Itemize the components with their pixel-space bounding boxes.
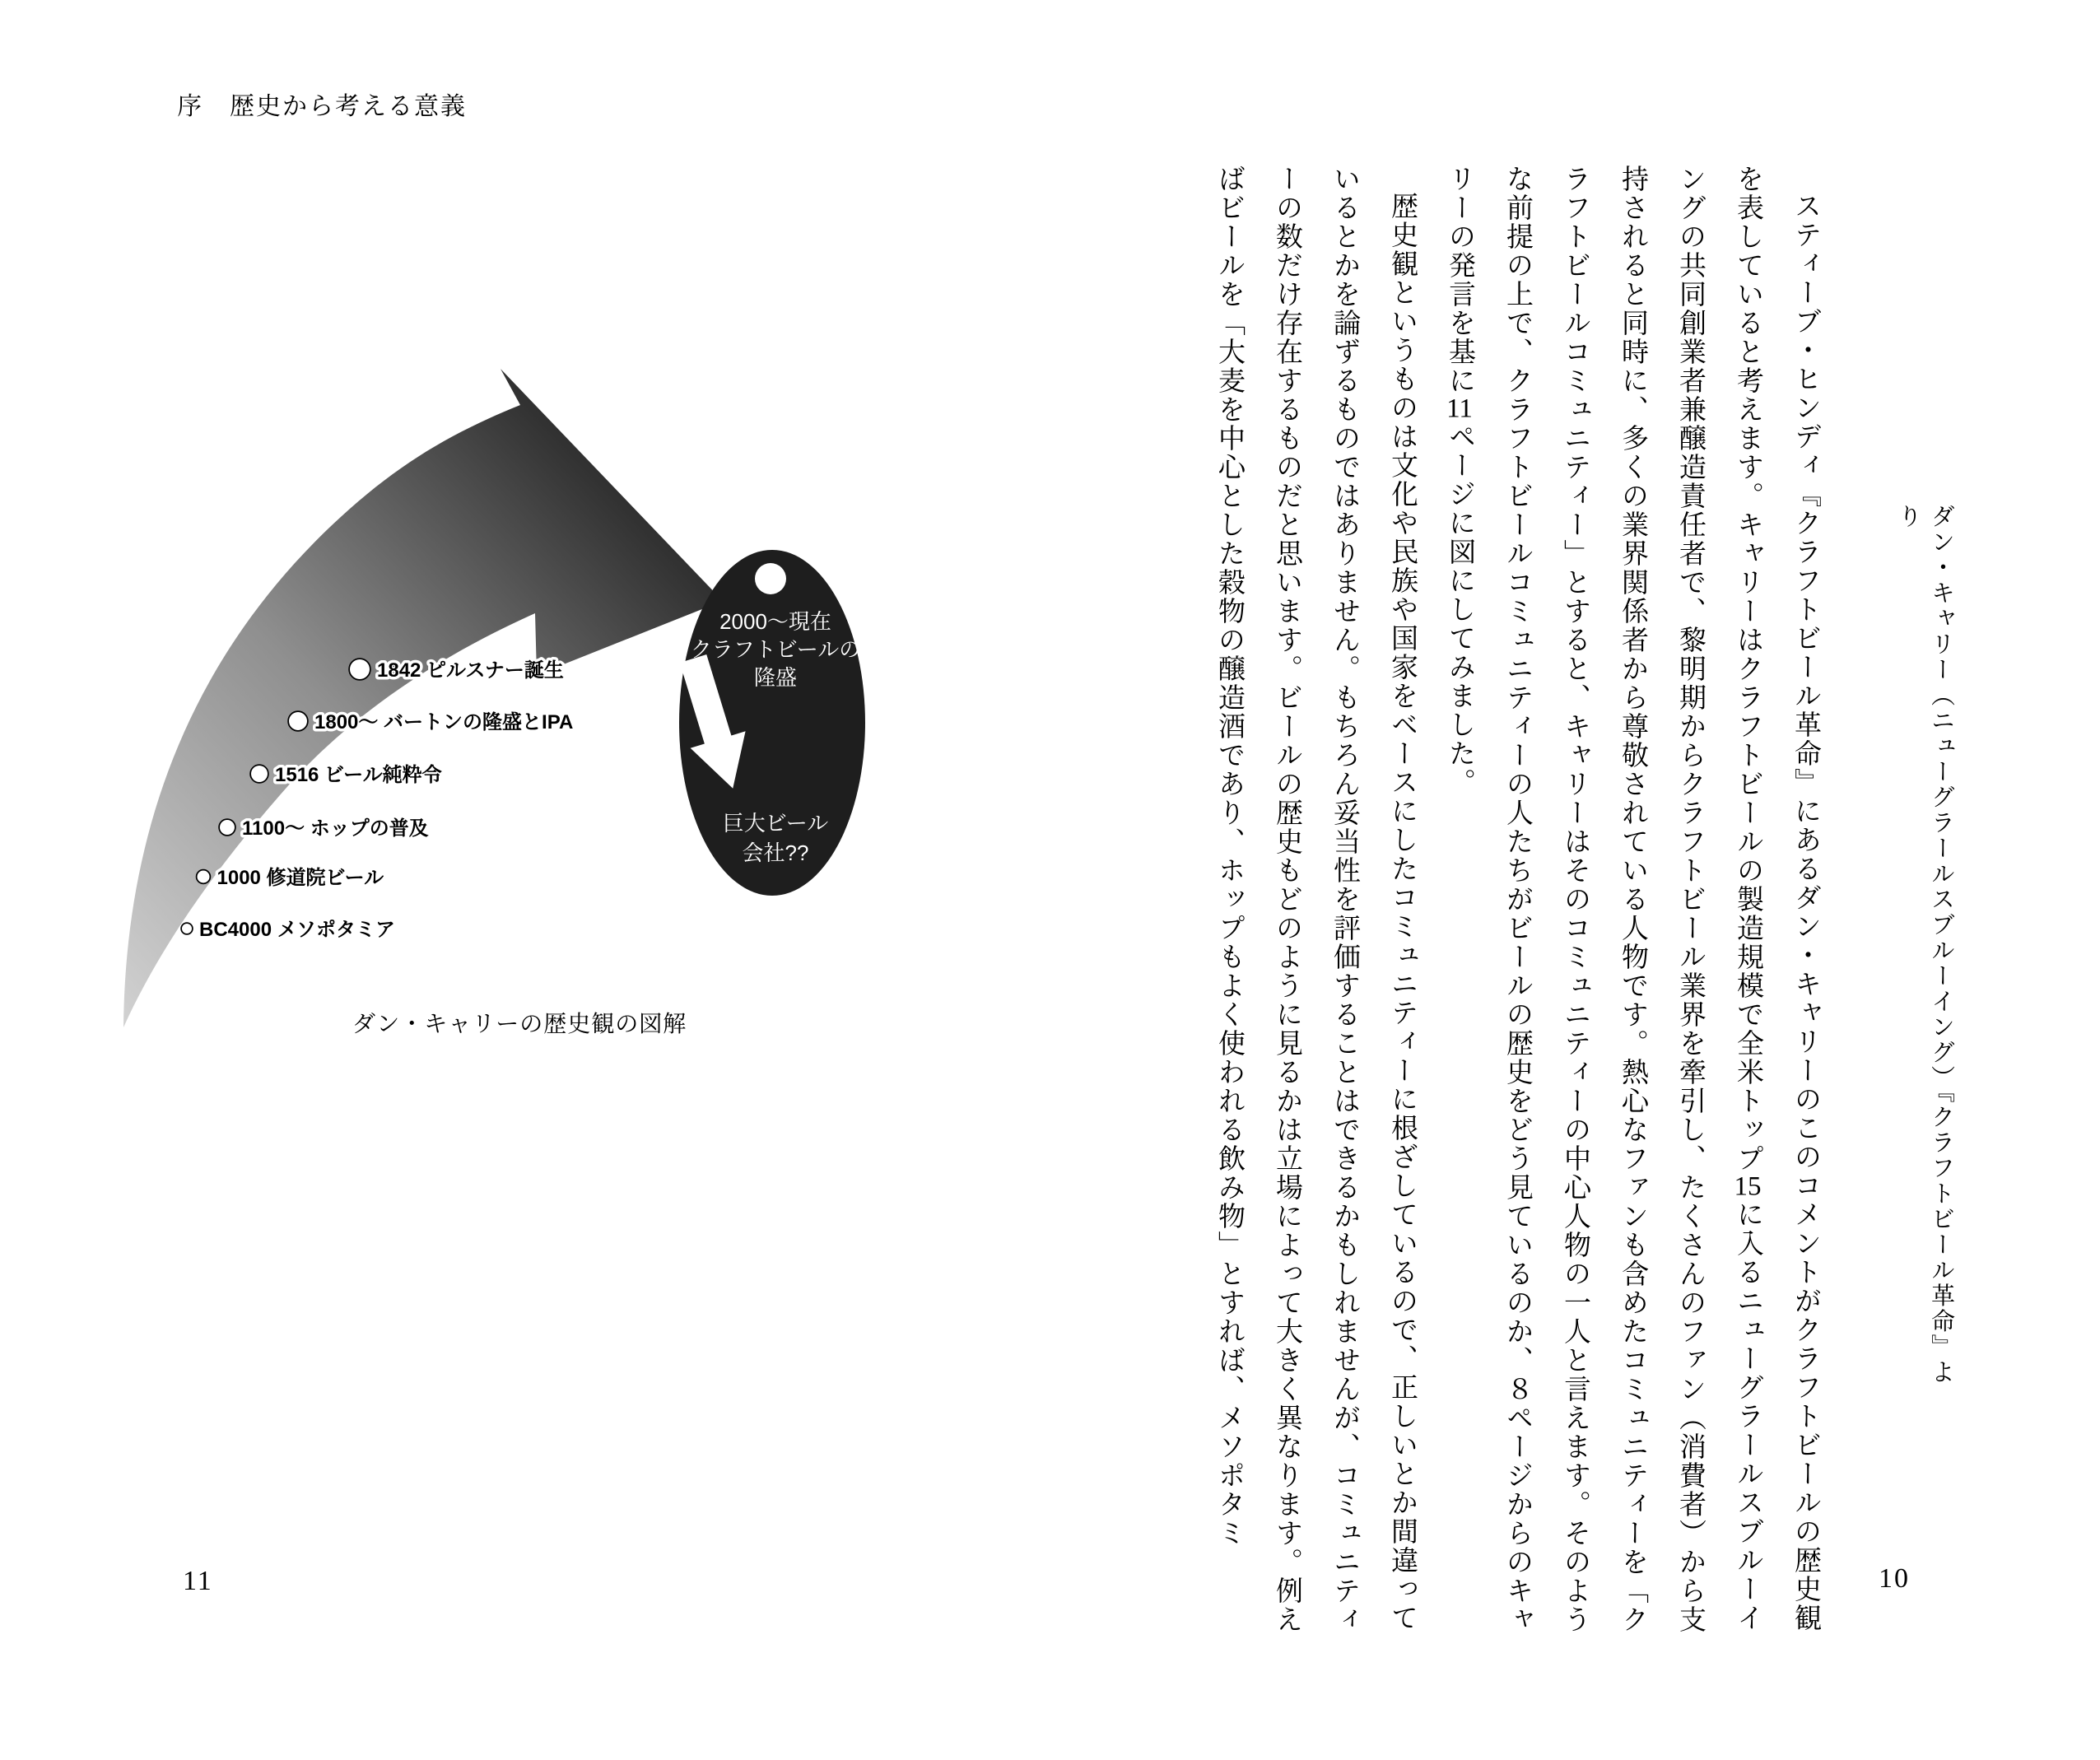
paragraph: スティーブ・ヒンディ『クラフトビール革命』にあるダン・キャリーのこのコメントがクラフトビールの歴史観を表していると考えます。キャリーはクラフトビールの製造規模で全米トップ15に入るニューグラールスブルーイングの共同創業者兼醸造責任者で、黎明期からクラフトビール業界を牽引し、たくさんのファン（消費者）から支持されると同時に、多くの業界関係者から尊敬されている人物です。熱心なファンも含めたコミュニティーを「クラフトビールコミュニティー」とすると、キャリーはそのコミュニティーの中心人物の一人と言えます。そのような前提の上で、クラフトビールコミュニティーの人たちがビールの歴史をどう見ているのか、８ページからのキャリーの発言を基に11ページに図にしてみました。 [1445,165,1820,1634]
attribution: ダン・キャリー（ニューグラールスブルーイング）『クラフトビール革命』より [1895,504,1954,1385]
tate-chu-yoko: 11 [1446,395,1473,422]
running-head: 序 歴史から考える意義 [177,93,467,120]
timeline-label: 1842 ピルスナー誕生 [377,659,564,682]
paragraph: 歴史観というものは文化や民族や国家をベースにしたコミュニティーに根ざしているので、正しいとか間違っているとかを論ずるものではありません。もちろん妥当性を評価することはできるかもしれませんが、コミュニティーの数だけ存在するものだと思います。ビールの歴史もどのように見るかは立場によって大きく異なります。例えばビールを「大麦を中心とした穀物の醸造酒であり、ホップもよく使われる飲み物」とすれば、メソポタミ [1214,165,1417,1634]
page-number-right: 10 [1879,1563,1910,1594]
future-label-line2: 会社?? [742,840,809,865]
timeline-label: 1800〜 バートンの隆盛とIPA [314,711,574,733]
timeline-label: 1516 ビール純粋令 [275,764,442,786]
timeline-marker [289,712,307,730]
timeline-marker [220,820,235,835]
timeline-marker [350,659,370,679]
era-label-line2: クラフトビールの [690,637,861,662]
timeline-label: 1000 修道院ビール [217,867,384,889]
future-label-line1: 巨大ビール [722,811,829,836]
timeline-marker [198,871,210,883]
timeline-marker [182,924,192,934]
history-diagram [0,296,1070,1449]
diagram-caption: ダン・キャリーの歴史観の図解 [352,1011,687,1036]
page-number-left: 11 [183,1566,213,1596]
body-text [1200,165,1834,1638]
era-dot [755,563,786,594]
era-label-line1: 2000〜現在 [719,609,831,634]
tate-chu-yoko: 15 [1734,1173,1762,1200]
timeline-marker [251,766,268,782]
era-label-line3: 隆盛 [753,665,798,690]
timeline-label: BC4000 メソポタミア [199,919,396,941]
timeline-label: 1100〜 ホップの普及 [242,817,429,840]
